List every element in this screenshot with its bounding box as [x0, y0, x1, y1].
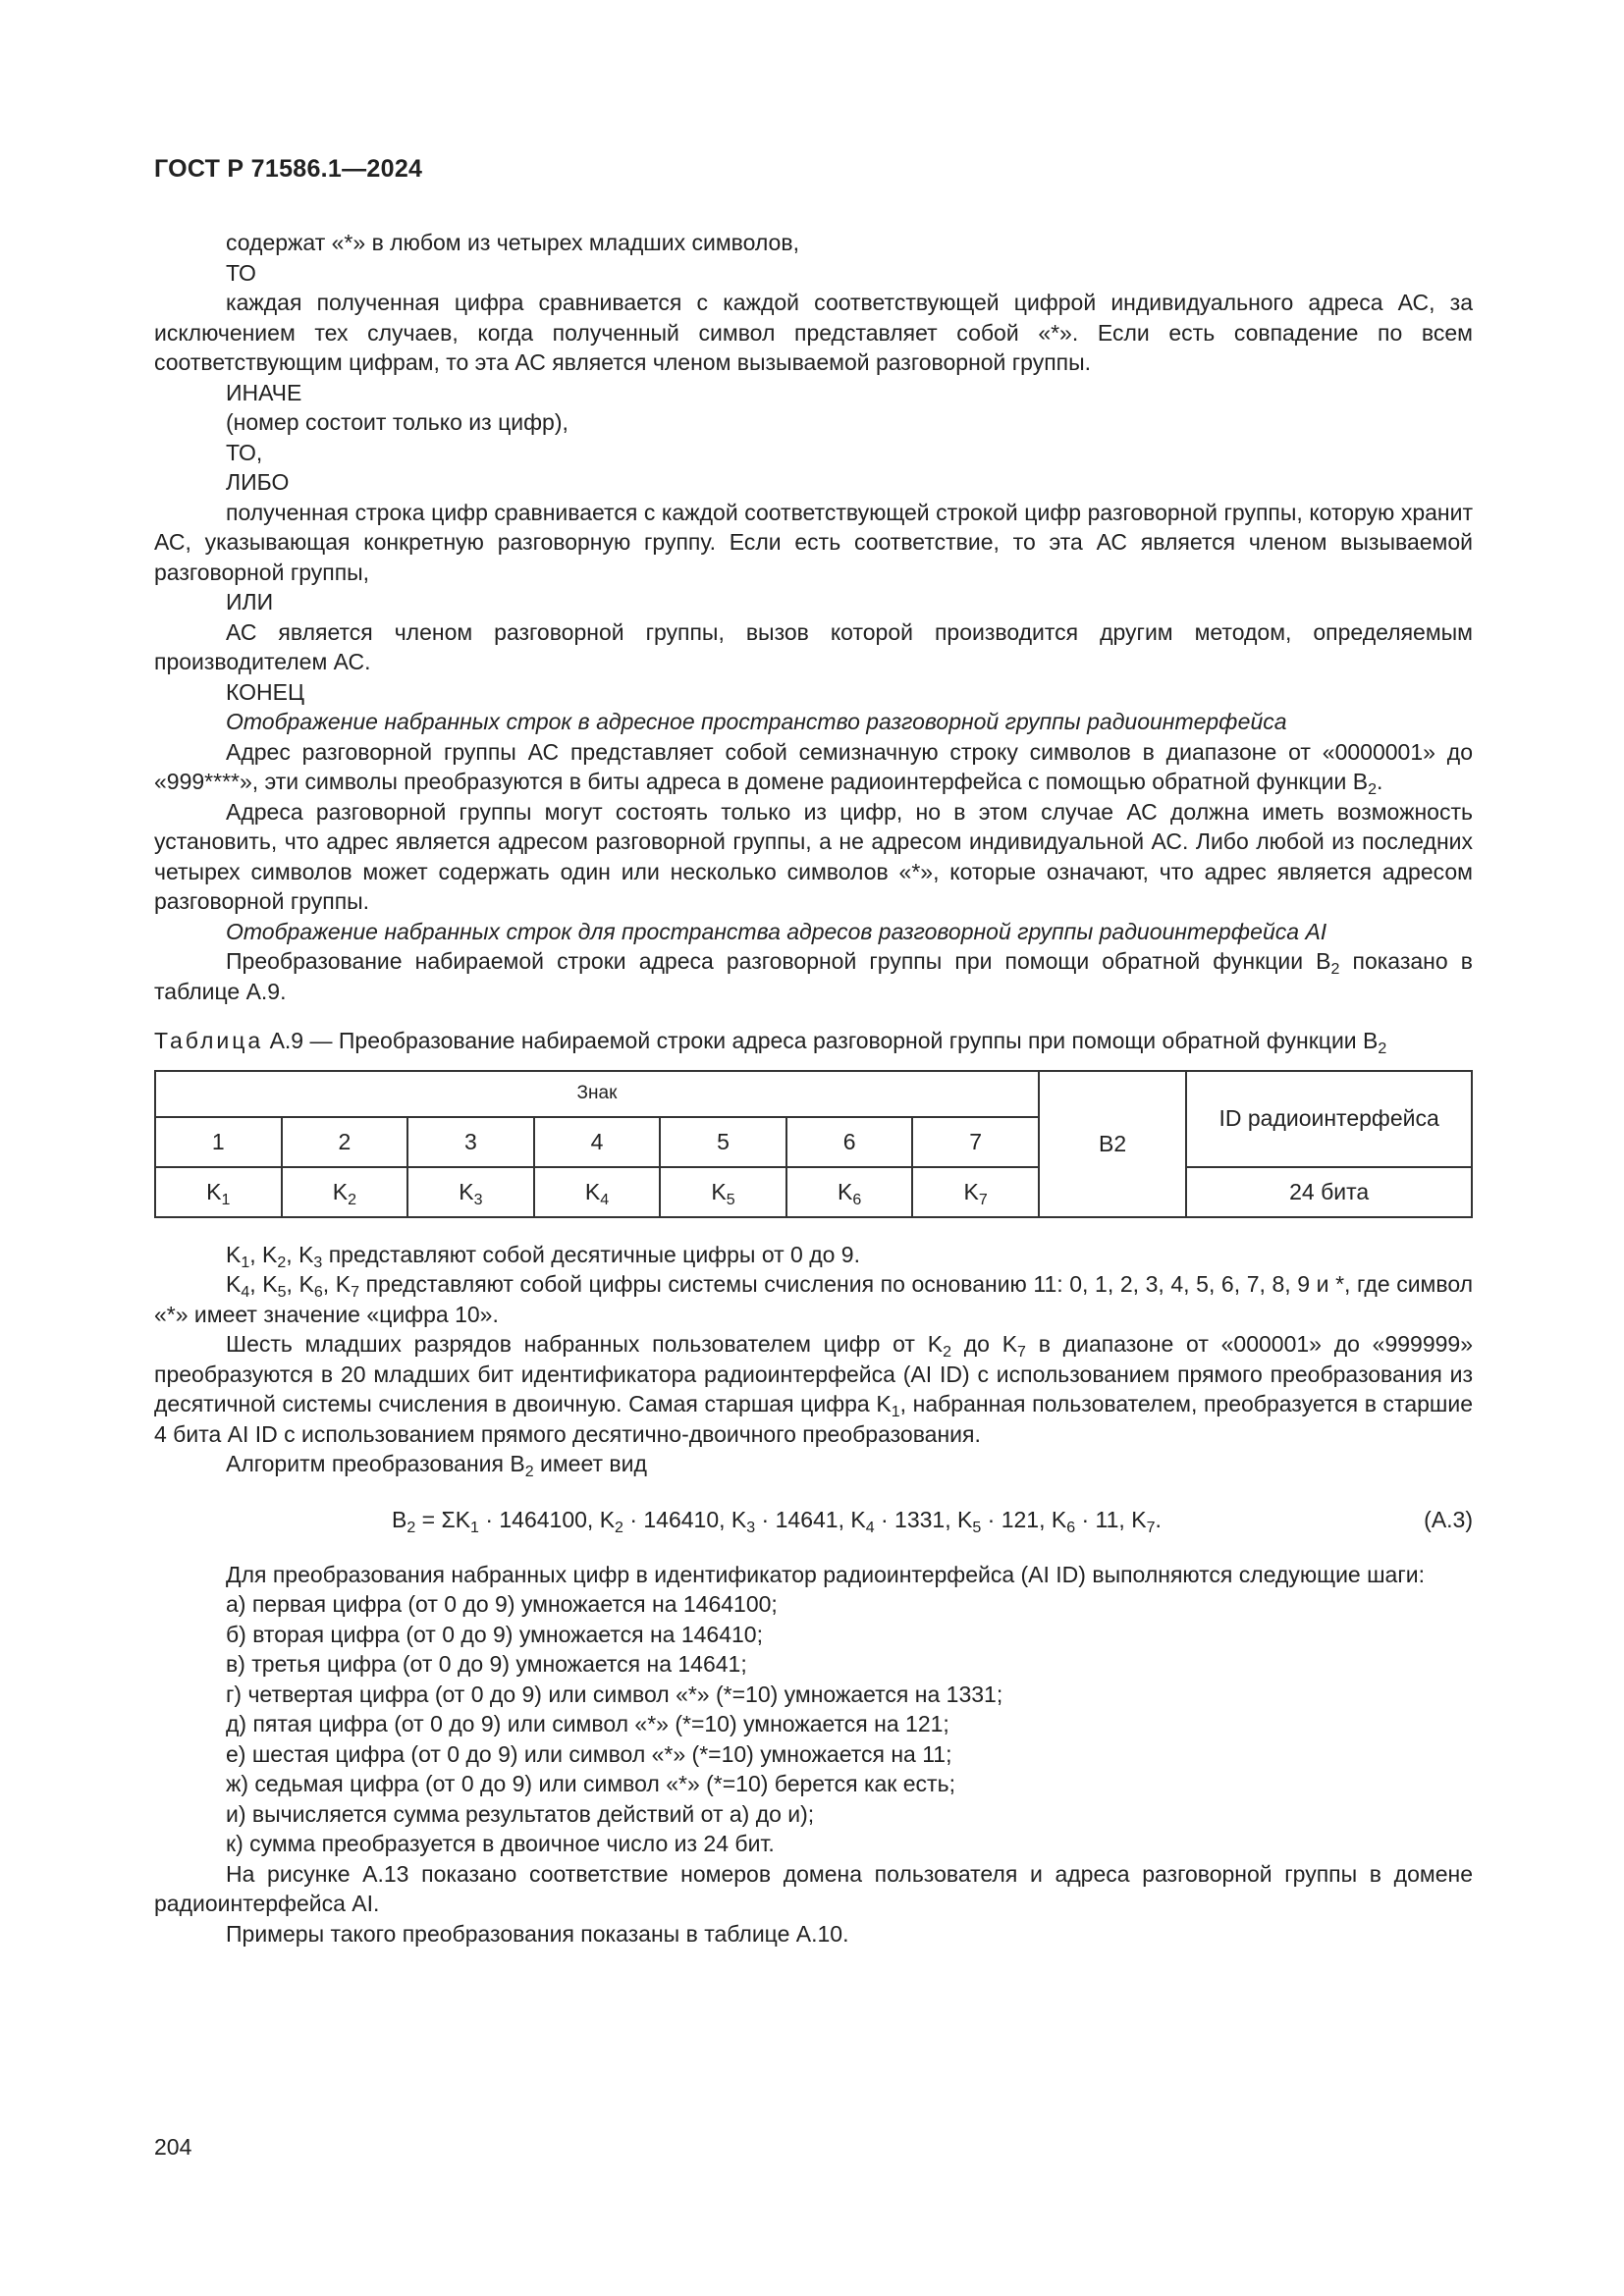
paragraph: Примеры такого преобразования показаны в таблице А.10.: [226, 1920, 849, 1947]
page-content: [154, 228, 1473, 1949]
table-group-header: Знак: [155, 1071, 1039, 1117]
page-number: 204: [154, 2134, 192, 2160]
list-item: е) шестая цифра (от 0 до 9) или символ «*» (*=10) умножается на 11;: [226, 1740, 952, 1767]
list-item: а) первая цифра (от 0 до 9) умножается на 1464100;: [226, 1591, 778, 1617]
paragraph: каждая полученная цифра сравнивается с каждой соответствующей цифрой индивидуального адреса АС, за исключением тех случаев, когда полученный символ представляет собой «*». Если есть совпадение по всем соответствующим цифрам, то эта АС является членом вызываемой разговорной группы.: [154, 290, 1473, 375]
table-id-header: ID радиоинтерфейса: [1186, 1071, 1472, 1167]
keyword-end: КОНЕЦ: [226, 678, 304, 705]
table-cell-number: 2: [282, 1117, 408, 1167]
text-line: (номер состоит только из цифр),: [226, 409, 568, 435]
table-cell-number: 4: [534, 1117, 661, 1167]
steps-list: [154, 1589, 1473, 1859]
table-cell-k: $K_7$: [912, 1167, 1039, 1217]
table-a9: [154, 1070, 1473, 1218]
keyword-either: ЛИБО: [226, 469, 290, 495]
paragraph: На рисунке А.13 показано соответствие номеров домена пользователя и адреса разговорной группы в домене радиоинтерфейса AI.: [154, 1860, 1473, 1916]
table-cell-k: $K_6$: [786, 1167, 913, 1217]
table-cell-number: 5: [660, 1117, 786, 1167]
table-cell-k: $K_2$: [282, 1167, 408, 1217]
paragraph: Адреса разговорной группы могут состоять только из цифр, но в этом случае АС должна иметь возможность установить, что адрес является адресом разговорной группы, а не адресом индивидуальной АС. Либо любой из последних четырех символов может содержать один или несколько символов «*», которые означают, что адрес является адресом разговорной группы.: [154, 798, 1473, 914]
paragraph: Для преобразования набранных цифр в идентификатор радиоинтерфейса (AI ID) выполняются следующие шаги:: [226, 1561, 1425, 1587]
paragraph: Шесть младших разрядов набранных пользователем цифр от $K_2$ до $K_7$ в диапазоне от «000001» до «999999» преобразуются в 20 младших бит идентификатора радиоинтерфейса (AI ID) с использованием прямого преобразования из десятичной системы счисления в двоичную. Самая старшая цифра $K_1$, набранная пользователем, преобразуется в старшие 4 бита AI ID с использованием прямого десятично-двоичного преобразования.: [154, 1331, 1474, 1447]
document-header: ГОСТ Р 71586.1—2024: [154, 155, 423, 183]
table-cell-k: $K_5$: [660, 1167, 786, 1217]
paragraph: АС является членом разговорной группы, вызов которой производится другим методом, определяемым производителем АС.: [154, 618, 1473, 674]
keyword-else: ИНАЧЕ: [226, 379, 302, 405]
italic-subheading: Отображение набранных строк в адресное пространство разговорной группы радиоинтерфейса: [226, 709, 1287, 734]
keyword-or: ИЛИ: [226, 589, 274, 614]
table-cell-number: 1: [155, 1117, 282, 1167]
italic-subheading: Отображение набранных строк для пространства адресов разговорной группы радиоинтерфейса AI: [226, 918, 1327, 944]
paragraph: полученная строка цифр сравнивается с каждой соответствующей строкой цифр разговорной группы, которую хранит АС, указывающая конкретную разговорную группу. Если есть соответствие, то эта АС является членом вызываемой разговорной группы,: [154, 499, 1473, 585]
list-item: ж) седьмая цифра (от 0 до 9) или символ «*» (*=10) берется как есть;: [226, 1771, 955, 1796]
table-cell-k: $K_4$: [534, 1167, 661, 1217]
formula-number: (А.3): [1424, 1506, 1473, 1532]
paragraph: Преобразование набираемой строки адреса разговорной группы при помощи обратной функции $B_2$ показано в таблице А.9.: [154, 948, 1473, 1004]
table-id-value: 24 бита: [1186, 1167, 1472, 1217]
table-cell-number: 3: [407, 1117, 534, 1167]
paragraph: Алгоритм преобразования $B_2$ имеет вид: [226, 1451, 647, 1480]
table-cell-number: 7: [912, 1117, 1039, 1167]
formula-text: $B_2 = \Sigma K_1 \cdot 1464100$, $K_2 \cdot 146410$, $K_3 \cdot 14641$, $K_4 \cdot 1331$, $K_5 \cdot 121$, $K_6 \cdot 11$, $K_7$.: [392, 1506, 1162, 1536]
list-item: в) третья цифра (от 0 до 9) умножается на 14641;: [226, 1651, 747, 1677]
table-cell-k: $K_1$: [155, 1167, 282, 1217]
list-item: д) пятая цифра (от 0 до 9) или символ «*» (*=10) умножается на 121;: [226, 1711, 949, 1736]
list-item: г) четвертая цифра (от 0 до 9) или символ «*» (*=10) умножается на 1331;: [226, 1681, 1003, 1707]
table-caption: Таблица А.9 — Преобразование набираемой строки адреса разговорной группы при помощи обратной функции $B_2$: [154, 1028, 1387, 1057]
formula-a3: [154, 1505, 1473, 1534]
list-item: и) вычисляется сумма результатов действий от а) до и);: [226, 1800, 815, 1827]
table-cell-k: $K_3$: [407, 1167, 534, 1217]
list-item: б) вторая цифра (от 0 до 9) умножается на 146410;: [226, 1621, 763, 1647]
keyword-to: ТО: [226, 259, 256, 286]
table-b2-header: B2: [1039, 1071, 1186, 1217]
paragraph: $K_4$, $K_5$, $K_6$, $K_7$ представляют собой цифры системы счисления по основанию 11: 0, 1, 2, 3, 4, 5, 6, 7, 8, 9 и *, где символ «*» имеет значение «цифра 10».: [154, 1271, 1474, 1327]
table-cell-number: 6: [786, 1117, 913, 1167]
paragraph: $K_1$, $K_2$, $K_3$ представляют собой десятичные цифры от 0 до 9.: [226, 1241, 860, 1271]
text-line: содержат «*» в любом из четырех младших символов,: [226, 230, 799, 255]
keyword-to: ТО,: [226, 439, 263, 465]
paragraph: Адрес разговорной группы АС представляет собой семизначную строку символов в диапазоне от «0000001» до «999****», эти символы преобразуются в биты адреса в домене радиоинтерфейса с помощью обратной функции $B_2$.: [154, 738, 1473, 798]
list-item: к) сумма преобразуется в двоичное число из 24 бит.: [226, 1831, 775, 1856]
